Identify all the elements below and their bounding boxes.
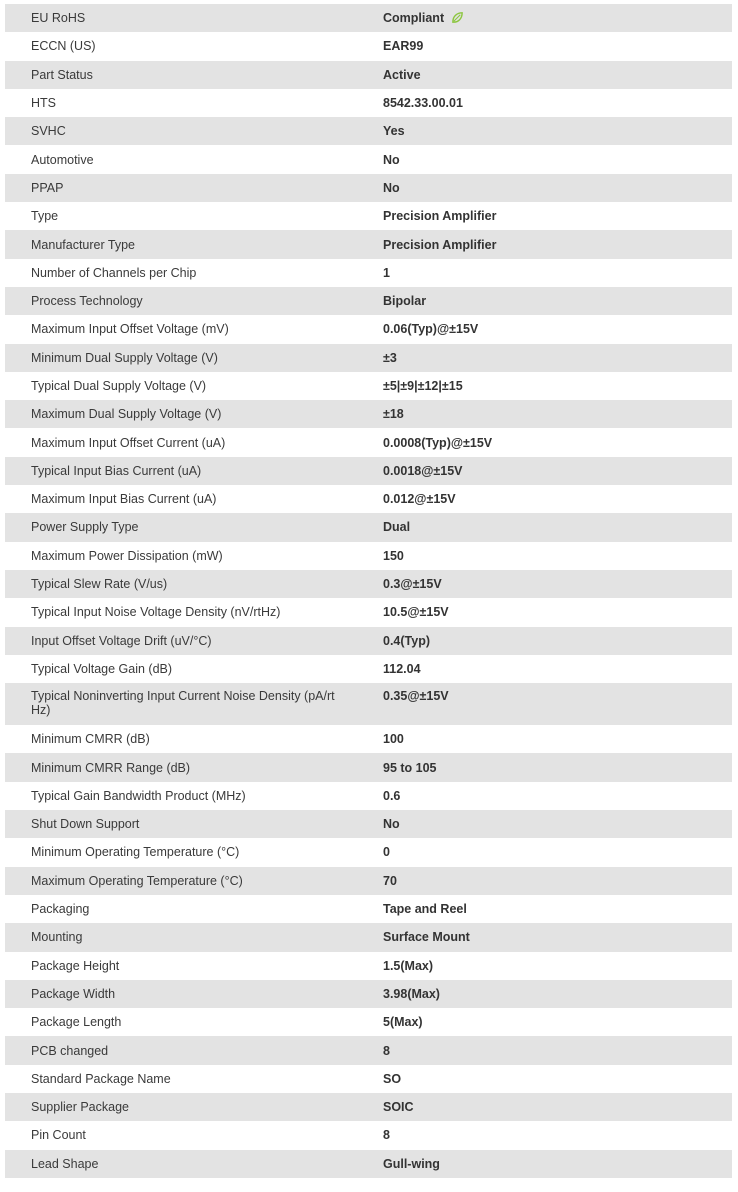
spec-label: Typical Gain Bandwidth Product (MHz) [31,788,246,803]
spec-row-standard-package-name [5,1065,732,1093]
spec-value: 0.0008(Typ)@±15V [383,435,493,450]
spec-row-process-technology [5,287,732,315]
spec-label: Typical Input Bias Current (uA) [5,457,352,485]
spec-value: No [352,174,732,202]
spec-row-voltage-gain [5,655,732,683]
spec-value: 1.5(Max) [383,958,434,973]
spec-label: Typical Voltage Gain (dB) [31,661,173,676]
spec-value: 10.5@±15V [383,605,449,620]
spec-row-manufacturer-type [5,230,732,258]
spec-row-max-input-offset-voltage [5,315,732,343]
spec-value: Tape and Reel [383,902,467,917]
spec-row-supplier-package [5,1093,732,1121]
spec-value: 150 [383,548,404,563]
spec-row-svhc [5,117,732,145]
spec-label: Package Height [31,958,120,973]
spec-value: 100 [383,732,404,747]
spec-value: 70 [352,867,732,895]
spec-row-current-noise-density [5,683,732,725]
spec-value: 112.04 [383,661,421,676]
spec-row-offset-voltage-drift [5,627,732,655]
spec-row-shut-down-support [5,810,732,838]
spec-value: No [352,810,732,838]
spec-row-power-supply-type [5,513,732,541]
spec-label: Typical Slew Rate (V/us) [5,570,352,598]
spec-value: Precision Amplifier [352,230,732,258]
spec-label: Maximum Input Offset Voltage (mV) [31,322,229,337]
spec-label: Packaging [31,902,90,917]
product-specs-table [5,4,732,1178]
spec-value: Gull-wing [352,1150,732,1178]
spec-value: Dual [352,513,732,541]
spec-value: 8 [352,1036,732,1064]
spec-row-typ-dual-supply [5,372,732,400]
spec-value: 3.98(Max) [352,980,732,1008]
spec-value: 0.012@±15V [383,492,456,507]
spec-row-package-height [5,952,732,980]
spec-row-channels [5,259,732,287]
spec-label: Standard Package Name [31,1071,171,1086]
spec-row-package-length [5,1008,732,1036]
spec-label: Automotive [31,152,94,167]
spec-row-packaging [5,895,732,923]
spec-row-pin-count [5,1121,732,1149]
spec-label: Supplier Package [5,1093,352,1121]
spec-row-max-input-bias-current [5,485,732,513]
spec-value: 0.6 [383,788,401,803]
spec-row-eccn [5,32,732,60]
spec-label: Lead Shape [5,1150,352,1178]
spec-label: Number of Channels per Chip [31,265,197,280]
spec-label: Manufacturer Type [5,230,352,258]
spec-label: EU RoHS [5,4,352,32]
spec-row-gain-bandwidth [5,782,732,810]
spec-value: Yes [352,117,732,145]
spec-value-cell [352,4,732,32]
spec-row-max-power-dissipation [5,542,732,570]
spec-value: 0.4(Typ) [352,627,732,655]
spec-row-ppap [5,174,732,202]
spec-value: Active [352,61,732,89]
spec-value: 1 [383,265,390,280]
spec-label: Package Length [31,1015,122,1030]
spec-label: Input Offset Voltage Drift (uV/°C) [5,627,352,655]
spec-label: Type [31,209,59,224]
spec-row-package-width [5,980,732,1008]
spec-row-pcb-changed [5,1036,732,1064]
spec-value: 0.06(Typ)@±15V [383,322,479,337]
spec-label: Minimum CMRR (dB) [31,732,150,747]
spec-label: Typical Noninverting Input Current Noise Density (pA/rtHz) [5,683,352,725]
spec-label: SVHC [5,117,352,145]
spec-row-slew-rate [5,570,732,598]
spec-value: ±3 [352,344,732,372]
spec-label: Pin Count [31,1128,86,1143]
spec-label: Minimum Operating Temperature (°C) [31,845,240,860]
spec-row-input-noise-voltage [5,598,732,626]
spec-value: 0.3@±15V [352,570,732,598]
spec-value: 8 [383,1128,390,1143]
spec-value: 8542.33.00.01 [383,96,463,111]
leaf-icon [451,11,464,24]
specs-table-body [5,4,732,1178]
spec-value: EAR99 [383,39,424,54]
spec-label: Shut Down Support [5,810,352,838]
spec-row-mounting [5,923,732,951]
spec-label: PCB changed [5,1036,352,1064]
spec-label: ECCN (US) [31,39,96,54]
spec-row-automotive [5,145,732,173]
spec-value: SOIC [352,1093,732,1121]
spec-value: No [383,152,400,167]
spec-value: SO [383,1071,402,1086]
spec-label: Maximum Power Dissipation (mW) [31,548,223,563]
spec-label: Maximum Dual Supply Voltage (V) [5,400,352,428]
spec-label: Typical Dual Supply Voltage (V) [31,379,207,393]
spec-label: Minimum Dual Supply Voltage (V) [5,344,352,372]
spec-label: Maximum Input Bias Current (uA) [31,492,217,507]
spec-row-lead-shape [5,1150,732,1178]
spec-row-max-input-offset-current [5,428,732,456]
spec-row-max-operating-temp [5,867,732,895]
spec-row-min-cmrr [5,725,732,753]
spec-row-part-status [5,61,732,89]
spec-value: Bipolar [352,287,732,315]
spec-value: 0.35@±15V [352,683,732,725]
spec-value: ±5|±9|±12|±15 [383,379,463,393]
spec-row-min-cmrr-range [5,753,732,781]
spec-value: 0 [383,845,390,860]
spec-label: Typical Input Noise Voltage Density (nV/rtHz) [31,605,281,620]
spec-row-max-dual-supply [5,400,732,428]
spec-label: Maximum Operating Temperature (°C) [5,867,352,895]
spec-row-hts [5,89,732,117]
spec-row-min-dual-supply [5,344,732,372]
spec-label: Power Supply Type [5,513,352,541]
spec-row-min-operating-temp [5,838,732,866]
spec-value: 0.0018@±15V [352,457,732,485]
spec-label: Maximum Input Offset Current (uA) [31,435,226,450]
spec-label: HTS [31,96,56,111]
spec-value: 5(Max) [383,1015,423,1030]
spec-label: Minimum CMRR Range (dB) [5,753,352,781]
spec-row-eu-rohs [5,4,732,32]
spec-label: Part Status [5,61,352,89]
spec-value: Surface Mount [352,923,732,951]
spec-row-type [5,202,732,230]
spec-row-typ-input-bias-current [5,457,732,485]
spec-label: Mounting [5,923,352,951]
spec-value: Precision Amplifier [383,209,497,224]
spec-value: Compliant [383,11,445,26]
spec-value: 95 to 105 [352,753,732,781]
spec-label: PPAP [5,174,352,202]
spec-label: Process Technology [5,287,352,315]
spec-value: ±18 [352,400,732,428]
spec-label: Package Width [5,980,352,1008]
